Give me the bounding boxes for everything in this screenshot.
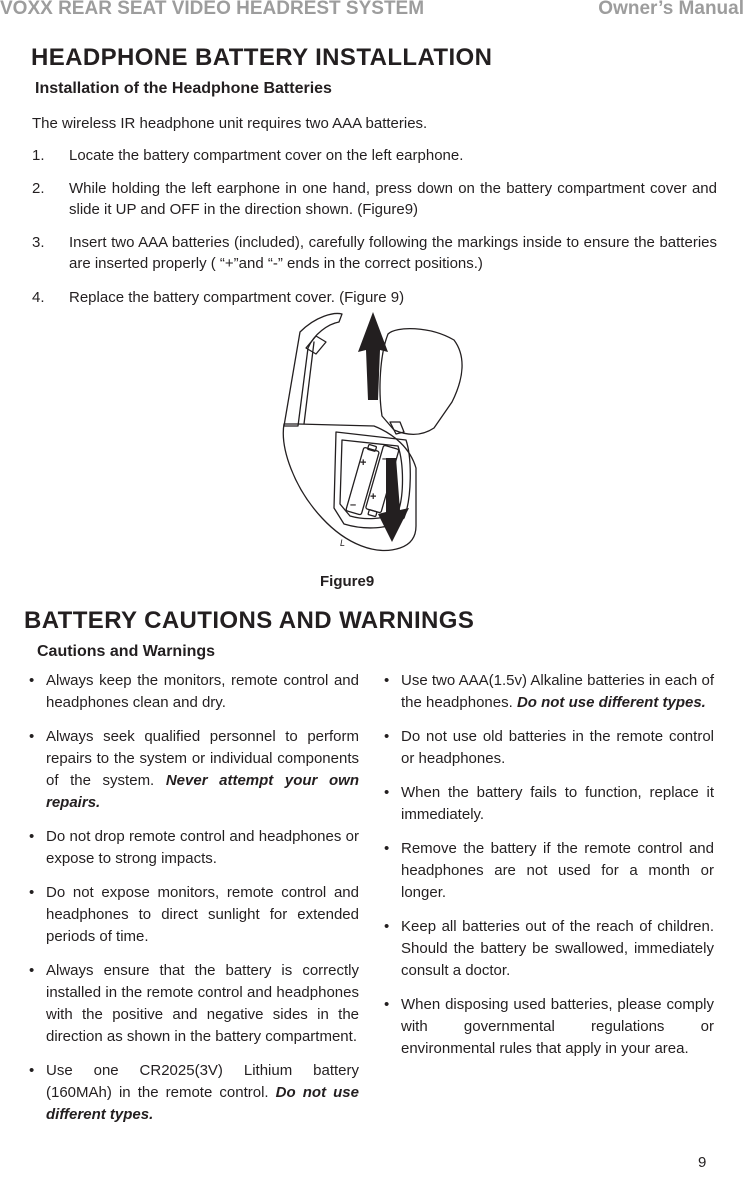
caution-text: Use two AAA(1.5v) Alkaline batteries in each of the headphones. xyxy=(401,672,714,711)
caution-text: Always seek qualified personnel to perform repairs to the system or individual components of the system. xyxy=(46,728,359,789)
caution-item xyxy=(384,782,714,826)
bullet: • xyxy=(384,784,390,801)
caution-text: Always keep the monitors, remote control and headphones clean and dry. xyxy=(46,672,359,711)
bullet: • xyxy=(384,918,390,935)
headband-pivot xyxy=(306,336,326,354)
arrow-up-icon xyxy=(358,312,388,400)
bullet: • xyxy=(384,672,390,689)
caution-text: Remove the battery if the remote control and headphones are not used for a month or longer. xyxy=(401,840,714,901)
headband-inner-line xyxy=(304,342,314,424)
caution-text: Keep all batteries out of the reach of children. Should the battery be swallowed, immediately consult a doctor. xyxy=(401,918,714,979)
headband-outline xyxy=(284,314,342,426)
caution-item xyxy=(384,726,714,770)
caution-emphasis: Do not use different types. xyxy=(516,694,706,711)
caution-item xyxy=(384,838,714,904)
page-number: 9 xyxy=(698,1154,707,1171)
caution-item xyxy=(29,1060,359,1126)
battery-plus-mark: + xyxy=(360,457,367,469)
step-text: Replace the battery compartment cover. (Figure 9) xyxy=(69,289,405,306)
caution-emphasis: Do not use different types. xyxy=(46,1084,359,1123)
bullet: • xyxy=(29,828,35,845)
headphone-battery-figure xyxy=(270,308,470,558)
caution-text: Use one CR2025(3V) Lithium battery (160MAh) in the remote control. xyxy=(46,1062,359,1101)
step-text: Locate the battery compartment cover on the left earphone. xyxy=(69,147,464,164)
section-title-battery-installation: HEADPHONE BATTERY INSTALLATION xyxy=(31,44,493,71)
bullet: • xyxy=(384,996,390,1013)
caution-text: Do not drop remote control and headphones or expose to strong impacts. xyxy=(46,828,359,867)
step-number: 4. xyxy=(32,289,45,306)
caution-text: Do not expose monitors, remote control and headphones to direct sunlight for extended periods of time. xyxy=(46,884,359,945)
caution-text: When disposing used batteries, please comply with governmental regulations or environmental rules that apply in your area. xyxy=(401,996,714,1057)
bullet: • xyxy=(29,962,35,979)
caution-text: Always ensure that the battery is correctly installed in the remote control and headphones with the positive and negative sides in the direction as shown in the battery compartment. xyxy=(46,962,359,1045)
caution-item xyxy=(29,960,359,1048)
bullet: • xyxy=(29,728,35,745)
left-side-label: L xyxy=(340,538,346,548)
battery-minus-mark: – xyxy=(382,453,389,465)
caution-item xyxy=(29,882,359,948)
step-text: Insert two AAA batteries (included), carefully following the markings inside to ensure the batteries are inserted properly ( “+”and “-” ends in the correct positions.) xyxy=(69,234,717,272)
bullet: • xyxy=(29,672,35,689)
caution-item xyxy=(29,826,359,870)
caution-item xyxy=(384,994,714,1060)
running-header-manual: Owner’s Manual xyxy=(598,0,744,19)
intro-text: The wireless IR headphone unit requires two AAA batteries. xyxy=(32,115,428,132)
battery-cover xyxy=(380,329,462,435)
caution-item xyxy=(384,670,714,714)
figure-caption: Figure9 xyxy=(320,573,375,590)
caution-text: Do not use old batteries in the remote control or headphones. xyxy=(401,728,714,767)
caution-emphasis: Never attempt your own repairs. xyxy=(46,772,359,811)
section-subtitle-cautions: Cautions and Warnings xyxy=(37,643,216,660)
running-header-title: VOXX REAR SEAT VIDEO HEADREST SYSTEM xyxy=(0,0,425,19)
caution-item xyxy=(29,726,359,814)
step-number: 3. xyxy=(32,234,45,251)
bullet: • xyxy=(384,840,390,857)
step-text: While holding the left earphone in one hand, press down on the battery compartment cover and slide it UP and OFF in the direction shown. (Figure9) xyxy=(69,180,717,218)
battery-minus-mark: – xyxy=(350,499,357,511)
arrow-down-icon xyxy=(378,458,409,542)
cautions-right-column xyxy=(384,670,714,1060)
bullet: • xyxy=(29,884,35,901)
caution-item xyxy=(29,670,359,714)
battery-plus-mark: + xyxy=(370,491,377,503)
bullet: • xyxy=(29,1062,35,1079)
step-number: 2. xyxy=(32,180,45,197)
caution-text: When the battery fails to function, replace it immediately. xyxy=(401,784,714,823)
cautions-left-column xyxy=(29,670,359,1126)
section-subtitle-installation: Installation of the Headphone Batteries xyxy=(35,80,332,97)
caution-item xyxy=(384,916,714,982)
step-number: 1. xyxy=(32,147,45,164)
section-title-cautions: BATTERY CAUTIONS AND WARNINGS xyxy=(24,607,475,634)
bullet: • xyxy=(384,728,390,745)
